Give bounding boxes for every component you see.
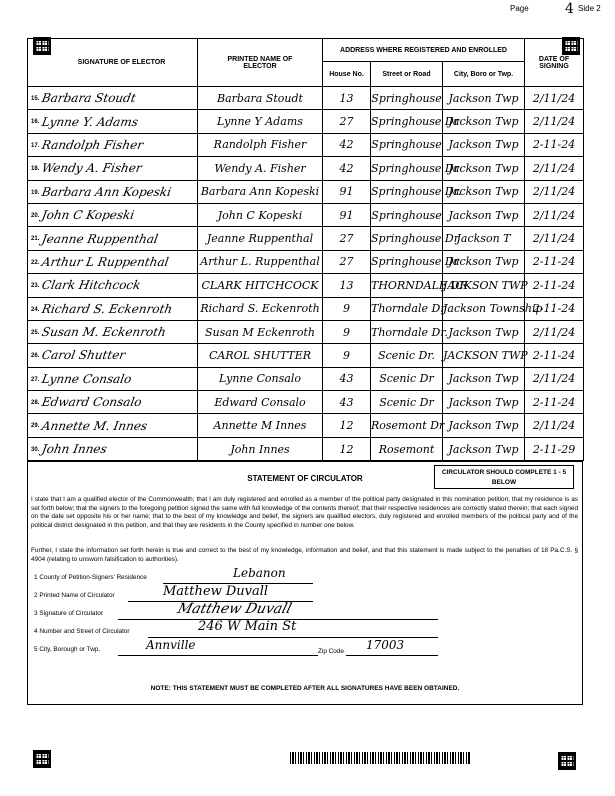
street-cell[interactable]: Springhouse Dr [371,227,443,250]
signature-cell[interactable] [28,180,198,203]
elector-signature: Wendy A. Fisher [40,161,143,176]
house-number-cell[interactable]: 42 [323,133,371,156]
circulator-street-label: 4 Number and Street of Circulator [34,628,130,635]
table-row [28,297,584,320]
row-number: 29. [31,423,40,430]
printed-name-cell[interactable]: John C Kopeski [198,203,323,226]
street-cell[interactable]: Scenic Dr [371,391,443,414]
elector-signature: Jeanne Ruppenthal [40,231,160,246]
barcode-icon [290,752,470,764]
row-number: 15. [31,96,40,102]
house-number-cell[interactable]: 12 [323,414,371,437]
signature-cell[interactable] [28,297,198,320]
date-cell[interactable]: 2/11/24 [525,110,584,133]
header-street: Street or Road [371,62,443,87]
signature-cell[interactable] [28,133,198,156]
signature-table [27,38,584,461]
row-number: 27. [31,376,40,383]
table-row [28,227,584,250]
elector-signature: Randolph Fisher [40,137,145,152]
page-label: Page [510,4,529,13]
table-row [28,320,584,343]
zip-label: Zip Code [318,648,344,655]
printed-name-cell[interactable]: Jeanne Ruppenthal [198,227,323,250]
circulator-statement [27,461,583,705]
circulator-street-value[interactable]: 246 W Main St [198,619,297,634]
signature-cell[interactable] [28,227,198,250]
header-signature: SIGNATURE OF ELECTOR [28,39,198,87]
date-cell[interactable]: 2/11/24 [525,414,584,437]
city-cell[interactable]: Jackson Twp [443,133,525,156]
row-number: 18. [31,166,40,173]
table-row [28,157,584,180]
signature-cell[interactable] [28,437,198,460]
printed-name-cell[interactable]: CAROL SHUTTER [198,344,323,367]
printed-name-cell[interactable]: Wendy A. Fisher [198,157,323,180]
date-cell[interactable]: 2-11-24 [525,344,584,367]
row-number: 24. [31,306,40,313]
table-row [28,180,584,203]
city-cell[interactable]: Jackson Twp [443,203,525,226]
elector-signature: John Innes [40,442,108,457]
row-number: 19. [31,189,40,196]
qr-code-icon [558,752,576,770]
elector-signature: Arthur L Ruppenthal [40,254,170,269]
street-cell[interactable]: Springhouse [371,87,443,110]
date-cell[interactable]: 2/11/24 [525,320,584,343]
city-cell[interactable]: Jackson T [443,227,525,250]
house-number-cell[interactable]: 27 [323,250,371,273]
signature-cell[interactable] [28,110,198,133]
street-cell[interactable]: Springhouse Dr [371,110,443,133]
statement-paragraph-1: I state that I am a qualified elector of the Commonwealth; that I am duly registered and enrolled as a member of the political party designated in this nomination petition; that my residence is as set forth below; that the signers to the foregoing petition signed the same with full knowledge of the contents thereof; that their respective residences are correctly stated therein; that each signed on the date set opposite his or her name; that to the best of my knowledge and belief, the signers are qualified electors, duly registered and enrolled members of the political party and of the political district designated in this petition, and that they are residents in the County specified in number one below. [31,496,578,529]
statement-note: NOTE: THIS STATEMENT MUST BE COMPLETED AFTER ALL SIGNATURES HAVE BEEN OBTAINED. [150,685,460,692]
signature-cell[interactable] [28,391,198,414]
date-cell[interactable]: 2/11/24 [525,87,584,110]
qr-code-icon [33,750,51,768]
row-number: 22. [31,259,40,266]
city-cell[interactable]: JACKSON TWP [443,274,525,297]
table-row [28,203,584,226]
row-number: 23. [31,283,40,290]
house-number-cell[interactable]: 27 [323,227,371,250]
signature-cell[interactable] [28,203,198,226]
date-cell[interactable]: 2-11-24 [525,250,584,273]
printed-name-cell[interactable]: CLARK HITCHCOCK [198,274,323,297]
table-row [28,437,584,460]
signature-cell[interactable] [28,250,198,273]
street-cell[interactable]: THORNDALE DR [371,274,443,297]
printed-name-cell[interactable]: Richard S. Eckenroth [198,297,323,320]
street-cell[interactable]: Springhouse [371,203,443,226]
elector-signature: Lynne Y. Adams [40,114,140,129]
printed-name-cell[interactable]: Randolph Fisher [198,133,323,156]
printed-name-cell[interactable]: Edward Consalo [198,391,323,414]
printed-name-cell[interactable]: Barbara Stoudt [198,87,323,110]
street-cell[interactable]: Springhouse Dr [371,250,443,273]
city-cell[interactable]: Jackson Twp [443,367,525,390]
house-number-cell[interactable]: 13 [323,274,371,297]
city-cell[interactable]: Jackson Twp [443,110,525,133]
street-cell[interactable]: Scenic Dr [371,367,443,390]
house-number-cell[interactable]: 43 [323,367,371,390]
circulator-instruction-box: CIRCULATOR SHOULD COMPLETE 1 - 5 BELOW [434,465,574,489]
house-number-cell[interactable]: 27 [323,110,371,133]
row-number: 28. [31,400,40,407]
city-cell[interactable]: JACKSON TWP [443,344,525,367]
row-number: 30. [31,446,40,453]
printed-name-cell[interactable]: Barbara Ann Kopeski [198,180,323,203]
date-cell[interactable]: 2/11/24 [525,227,584,250]
elector-signature: Annette M. Innes [40,418,149,433]
street-cell[interactable]: Thorndale Dr. [371,320,443,343]
table-row [28,274,584,297]
table-row [28,391,584,414]
header-city: City, Boro or Twp. [443,62,525,87]
date-cell[interactable]: 2/11/24 [525,180,584,203]
elector-signature: John C Kopeski [40,208,136,223]
street-cell[interactable]: Springhouse Dr [371,157,443,180]
street-cell[interactable]: Springhouse Dr. [371,180,443,203]
house-number-cell[interactable]: 43 [323,391,371,414]
row-number: 16. [31,119,40,126]
date-cell[interactable]: 2-11-24 [525,297,584,320]
circulator-city-value[interactable]: Annville [146,638,196,652]
elector-signature: Susan M. Eckenroth [40,325,168,340]
side-label: Side 2 [578,4,601,13]
date-cell[interactable]: 2-11-24 [525,391,584,414]
house-number-cell[interactable]: 42 [323,157,371,180]
printed-name-cell[interactable]: Annette M Innes [198,414,323,437]
signature-cell[interactable] [28,87,198,110]
printed-name-cell[interactable]: Lynne Consalo [198,367,323,390]
table-row [28,367,584,390]
signature-cell[interactable] [28,367,198,390]
elector-signature: Barbara Ann Kopeski [40,184,173,199]
house-number-cell[interactable]: 9 [323,344,371,367]
date-cell[interactable]: 2-11-29 [525,437,584,460]
street-cell[interactable]: Rosemont [371,437,443,460]
city-cell[interactable]: Jackson Twp [443,157,525,180]
elector-signature: Carol Shutter [40,348,127,363]
city-cell[interactable]: Jackson Twp [443,437,525,460]
statement-paragraph-2: Further, I state the information set forth herein is true and correct to the best of my knowledge, information and belief, and that this statement is made subject to the penalties of 18 Pa.C.S. § 4904 (relating to unsworn falsification to authorities). [31,547,578,563]
county-label: 1 County of Petition-Signers' Residence [34,574,147,581]
house-number-cell[interactable]: 12 [323,437,371,460]
table-row [28,250,584,273]
row-number: 26. [31,353,40,360]
elector-signature: Edward Consalo [40,395,143,410]
zip-value[interactable]: 17003 [366,638,405,652]
house-number-cell[interactable]: 9 [323,320,371,343]
elector-signature: Lynne Consalo [40,371,133,386]
city-cell[interactable]: Jackson Twp [443,320,525,343]
page-number: 4 [565,1,574,17]
table-row [28,110,584,133]
street-cell[interactable]: Springhouse [371,133,443,156]
city-cell[interactable]: Jackson Twp [443,180,525,203]
city-cell[interactable]: Jackson Township [443,297,525,320]
signature-cell[interactable] [28,274,198,297]
date-cell[interactable]: 2-11-24 [525,274,584,297]
header-date: DATE OF SIGNING [525,39,584,87]
date-cell[interactable]: 2/11/24 [525,203,584,226]
printed-name-cell[interactable]: Arthur L. Ruppenthal [198,250,323,273]
row-number: 21. [31,236,40,243]
date-cell[interactable]: 2-11-24 [525,133,584,156]
table-row [28,414,584,437]
city-cell[interactable]: Jackson Twp [443,414,525,437]
elector-signature: Barbara Stoudt [40,91,137,106]
row-number: 20. [31,212,40,219]
county-value[interactable]: Lebanon [233,566,286,580]
table-row [28,133,584,156]
circulator-name-label: 2 Printed Name of Circulator [34,592,115,599]
elector-signature: Clark Hitchcock [40,278,142,293]
date-cell[interactable]: 2/11/24 [525,157,584,180]
header-printed-name: PRINTED NAME OF ELECTOR [198,39,323,87]
house-number-cell[interactable]: 13 [323,87,371,110]
city-cell[interactable]: Jackson Twp [443,391,525,414]
street-cell[interactable]: Rosemont Dr [371,414,443,437]
circulator-city-label: 5 City, Borough or Twp. [34,646,101,653]
signature-cell[interactable] [28,414,198,437]
circulator-name-value[interactable]: Matthew Duvall [163,584,269,599]
house-number-cell[interactable]: 9 [323,297,371,320]
house-number-cell[interactable]: 91 [323,203,371,226]
elector-signature: Richard S. Eckenroth [40,301,174,316]
row-number: 17. [31,142,40,149]
printed-name-cell[interactable]: John Innes [198,437,323,460]
signature-cell[interactable] [28,320,198,343]
header-address: ADDRESS WHERE REGISTERED AND ENROLLED [323,39,525,62]
table-row [28,344,584,367]
house-number-cell[interactable]: 91 [323,180,371,203]
table-row [28,87,584,110]
signature-cell[interactable] [28,157,198,180]
row-number: 25. [31,329,40,336]
city-cell[interactable]: Jackson Twp [443,250,525,273]
street-cell[interactable]: Scenic Dr. [371,344,443,367]
statement-title: STATEMENT OF CIRCULATOR [247,474,363,483]
printed-name-cell[interactable]: Susan M Eckenroth [198,320,323,343]
circulator-signature-label: 3 Signature of Circulator [34,610,103,617]
printed-name-cell[interactable]: Lynne Y Adams [198,110,323,133]
city-cell[interactable]: Jackson Twp [443,87,525,110]
street-cell[interactable]: Thorndale Dr [371,297,443,320]
header-house: House No. [323,62,371,87]
date-cell[interactable]: 2/11/24 [525,367,584,390]
circulator-signature-value[interactable]: Matthew Duvall [175,601,294,617]
signature-cell[interactable] [28,344,198,367]
